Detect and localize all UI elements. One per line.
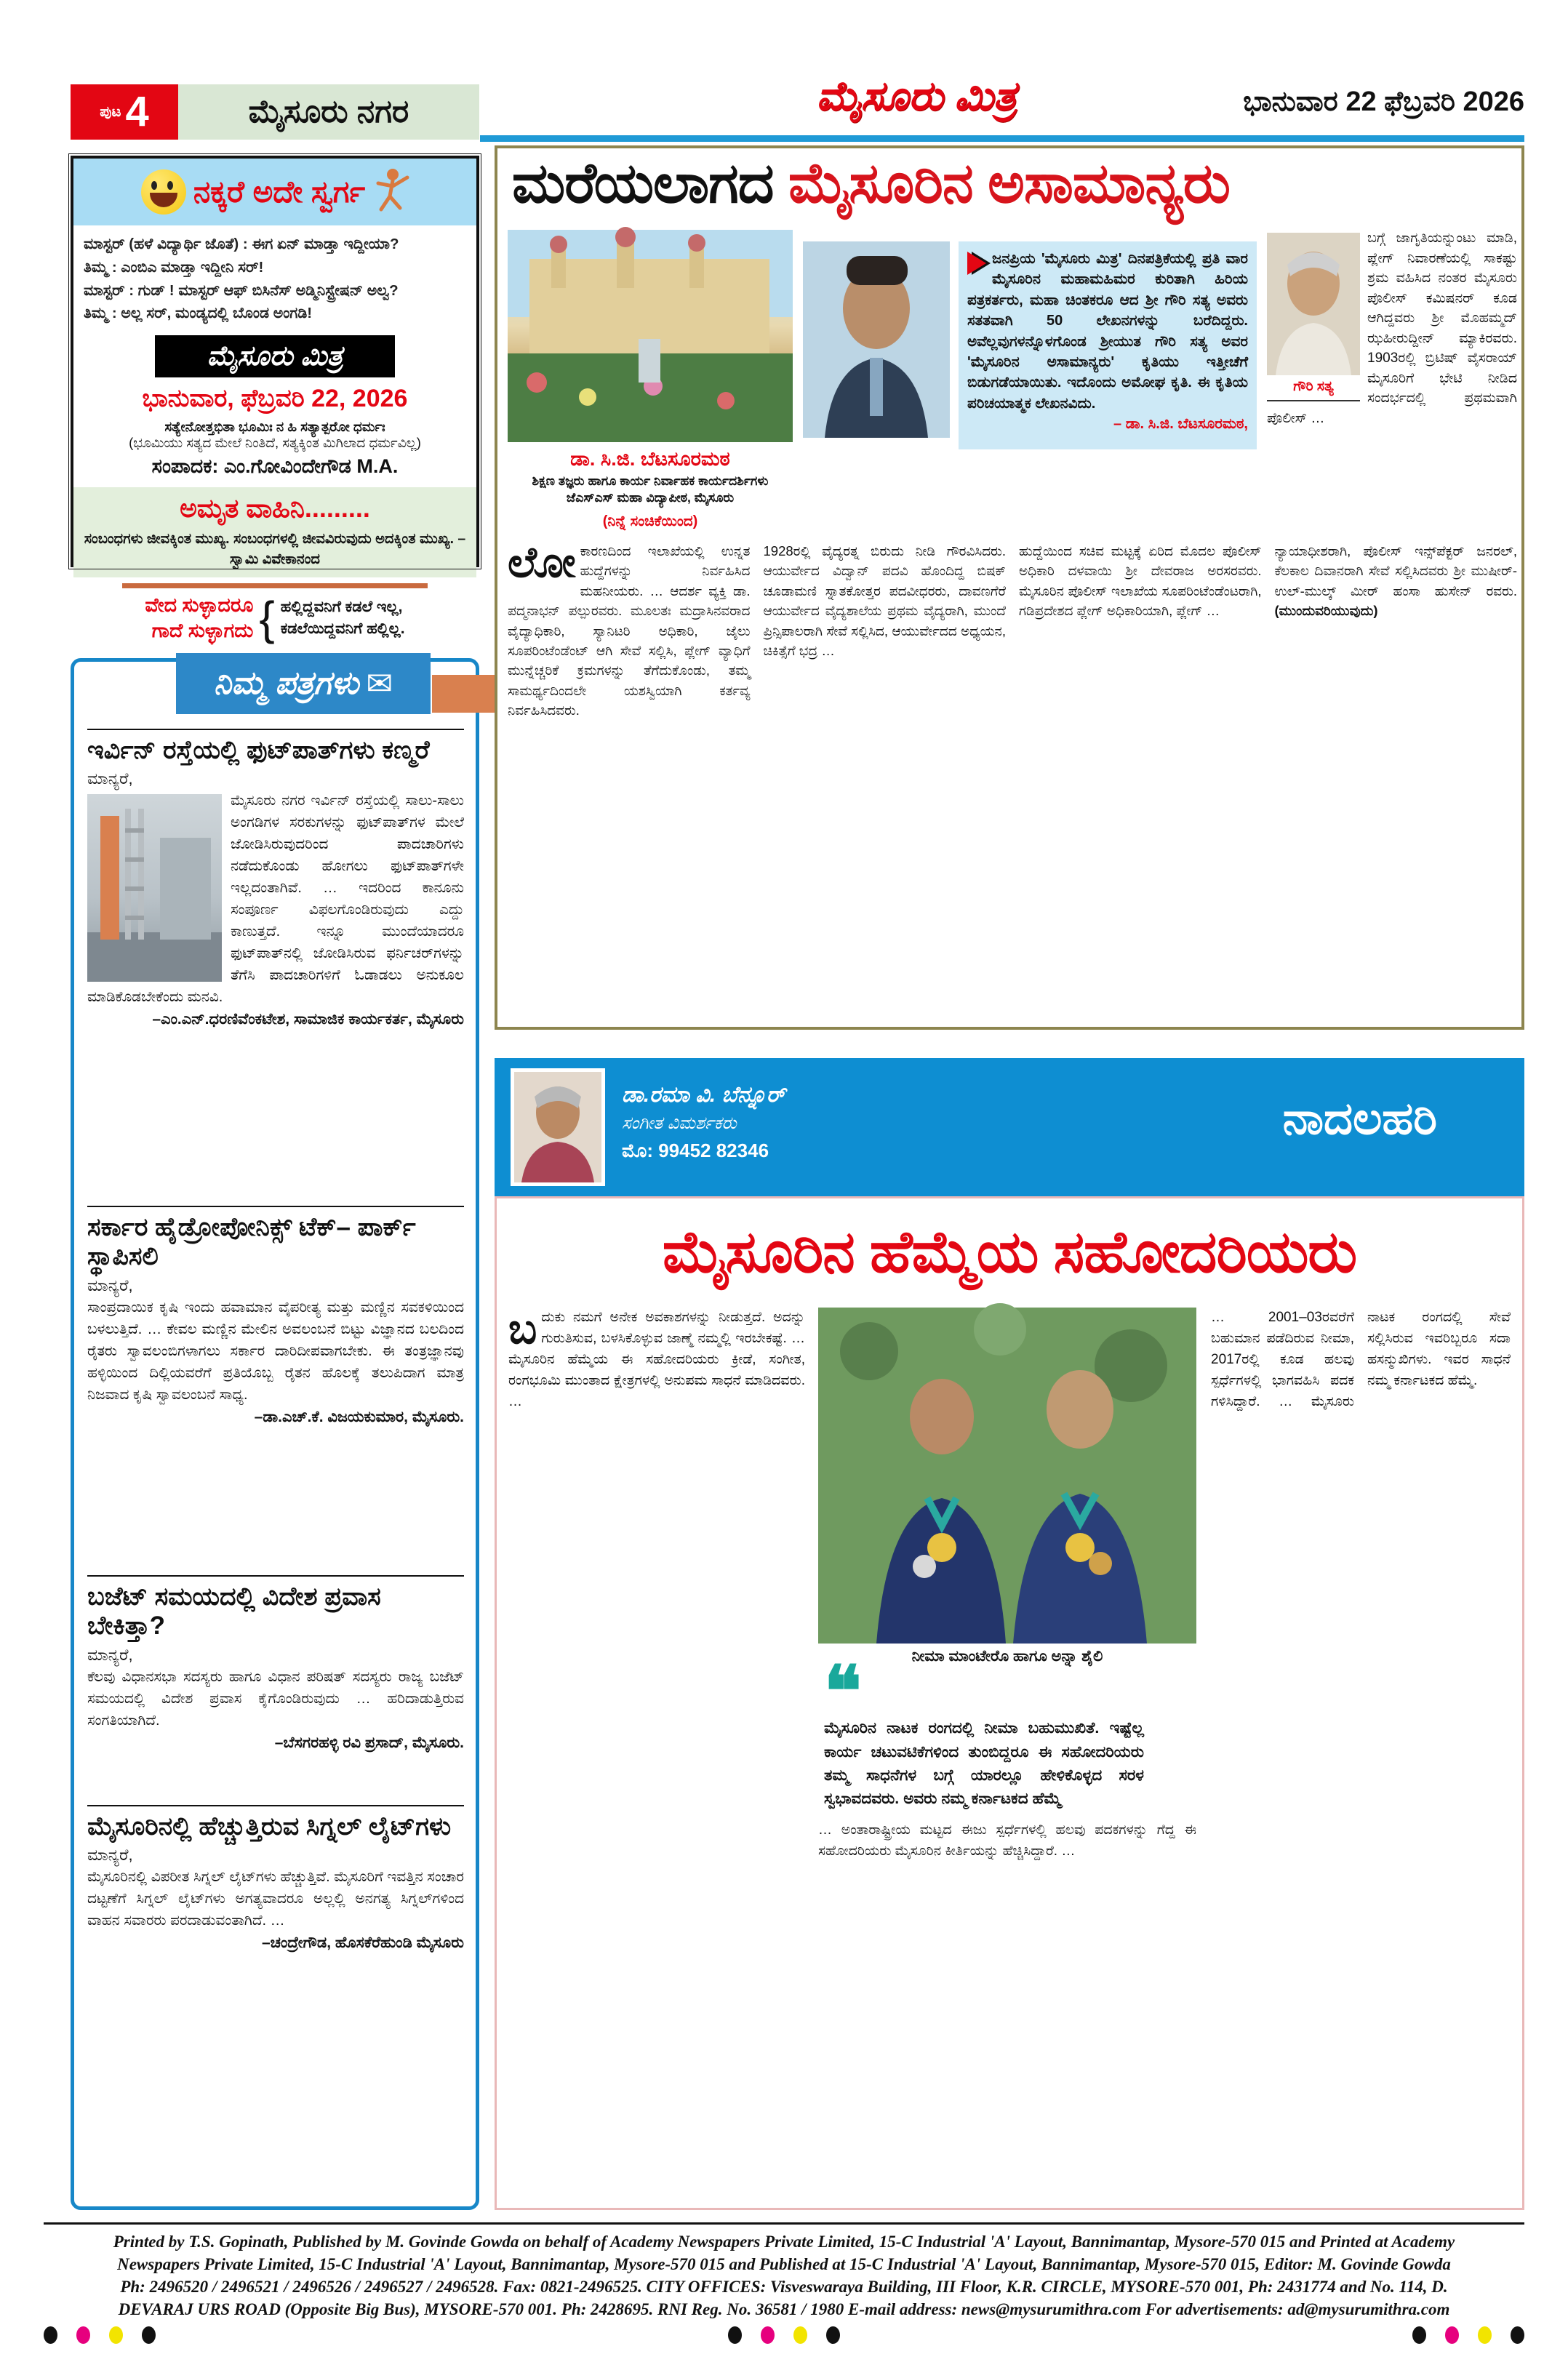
registration-dot: [44, 2326, 57, 2344]
nadalahari-article: [495, 1196, 1524, 2210]
body-column: [1275, 541, 1518, 1015]
main-headline: [512, 154, 1513, 213]
author-caption-name: ಡಾ. ಸಿ.ಜಿ. ಬೆಟಸೂರಮಠ: [570, 448, 730, 470]
proverb-line: ಕಡಲೆಯಿದ್ದವನಿಗೆ ಹಲ್ಲಿಲ್ಲ.: [280, 620, 405, 637]
pull-quote-text: ಮೈಸೂರಿನ ನಾಟಕ ರಂಗದಲ್ಲಿ ನೀಮಾ ಬಹುಮುಖಿತೆ. ಇಷ್ಟೆಲ್ಲ ಕಾರ್ಯ ಚಟುವಟಿಕೆಗಳಿಂದ ತುಂಬಿದ್ದರೂ ಈ ಸಹೋದರಿಯರು ತಮ್ಮ ಸಾಧನೆಗಳ ಬಗ್ಗೆ ಯಾರಲ್ಲೂ ಹೇಳಿಕೊಳ್ಳದ ಸರಳ ಸ್ವಭಾವದವರು. ಅವರು ನಮ್ಮ ಕರ್ನಾಟಕದ ಹೆಮ್ಮೆ: [824, 1719, 1144, 1808]
nadalahari-left-column: [508, 1305, 805, 2195]
middle-continuation-text: … ಅಂತಾರಾಷ್ಟ್ರೀಯ ಮಟ್ಟದ ಈಜು ಸ್ಪರ್ಧೆಗಳಲ್ಲಿ ಹಲವು ಪದಕಗಳನ್ನು ಗೆದ್ದ ಈ ಸಹೋದರಿಯರು ಮೈಸೂರಿನ ಕೀರ್ತಿಯನ್ನು ಹೆಚ್ಚಿಸಿದ್ದಾರೆ. …: [818, 1822, 1196, 1859]
sanskrit-shloka: ಸತ್ಯೇನೋತ್ತಭಿತಾ ಭೂಮಿಃ ನ ಹಿ ಸತ್ಯಾತ್ಪರೋ ಧರ್ಮಃ: [164, 419, 385, 435]
proverb-block: [73, 593, 476, 644]
letter-salutation: ಮಾನ್ಯರೆ,: [87, 1846, 133, 1865]
imprint-line: Ph: 2496520 / 2496521 / 2496526 / 2496527 / 2496528. Fax: 0821-2496525. CITY OFFICES: Visveswaraya Building, III Floor, K.R. CIRCLE, MYSORE-570 001, Ph: 2431774 and No. 114, D.: [120, 2278, 1448, 2297]
nadalahari-middle-block: [818, 1308, 1196, 1862]
gauri-satya-caption: ಗೌರಿ ಸತ್ಯ: [1267, 377, 1360, 401]
right-column-text: ಬಗ್ಗೆ ಜಾಗೃತಿಯನ್ನುಂಟು ಮಾಡಿ, ಪ್ಲೇಗ್ ನಿವಾರಣೆಯಲ್ಲಿ ಸಾಕಷ್ಟು ಶ್ರಮ ವಹಿಸಿದ ನಂತರ ಮೈಸೂರು ಪೊಲೀಸ್ ಕಮಿಷನರ್ ಕೂಡ ಆಗಿದ್ದವರು ಶ್ರೀ ಮೊಹಮ್ಮದ್ ಝಹೀರುದ್ದೀನ್ ಮ್ಯಾಕಿರವರು. 1903ರಲ್ಲಿ ಬ್ರಿಟಿಷ್ ವೈಸರಾಯ್ ಮೈಸೂರಿಗೆ ಭೇಟಿ ನೀಡಿದ ಸಂದರ್ಭದಲ್ಲಿ ಪ್ರಥಮವಾಗಿ ಪೊಲೀಸ್ …: [1267, 231, 1517, 426]
imprint-footer: [44, 2222, 1524, 2321]
city-edition-label: ಮೈಸೂರು ನಗರ: [178, 84, 479, 140]
masthead: ಮೈಸೂರು ಮಿತ್ರ: [816, 72, 1017, 119]
registration-dot-group: [44, 2324, 156, 2346]
registration-dot: [793, 2326, 807, 2344]
left-column-text: ದುಕು ನಮಗೆ ಅನೇಕ ಅವಕಾಶಗಳನ್ನು ನೀಡುತ್ತದೆ. ಅದನ್ನು ಗುರುತಿಸುವ, ಬಳಸಿಕೊಳ್ಳುವ ಜಾಣ್ಮೆ ನಮ್ಮಲ್ಲಿ ಇರಬೇಕಷ್ಟೆ. … ಮೈಸೂರಿನ ಹೆಮ್ಮೆಯ ಈ ಸಹೋದರಿಯರು ಕ್ರೀಡೆ, ಸಂಗೀತ, ರಂಗಭೂಮಿ ಮುಂತಾದ ಕ್ಷೇತ್ರಗಳಲ್ಲಿ ಅನುಪಮ ಸಾಧನೆ ಮಾಡಿದವರು. …: [508, 1310, 805, 1409]
registration-dot-group: [1412, 2324, 1524, 2346]
main-article: [495, 145, 1524, 1030]
drop-cap: ಲೋ: [508, 539, 576, 586]
joke-line: ತಿಮ್ಮ : ಎಂಬಿಎ ಮಾಡ್ತಾ ಇದ್ದೀನಿ ಸರ್!: [84, 258, 264, 276]
editor-line: ಸಂಪಾದಕ: ಎಂ.ಗೋವಿಂದೇಗೌಡ M.A.: [151, 455, 399, 478]
orange-divider: [122, 583, 428, 588]
letters-header-label: ನಿಮ್ಮ ಪತ್ರಗಳು: [213, 665, 359, 701]
letter-body-text: ಮೈಸೂರು ನಗರ ಇರ್ವಿನ್ ರಸ್ತೆಯಲ್ಲಿ ಸಾಲು-ಸಾಲು ಅಂಗಡಿಗಳ ಸರಕುಗಳನ್ನು ಫುಟ್‌ಪಾತ್‌ಗಳ ಮೇಲೆ ಜೋಡಿಸಿರುವುದರಿಂದ ಪಾದಚಾರಿಗಳು ನಡೆದುಕೊಂಡು ಹೋಗಲು ಫುಟ್‌ಪಾತ್‌ಗಳೇ ಇಲ್ಲದಂತಾಗಿವೆ. … ಇದರಿಂದ ಕಾನೂನು ಸಂಪೂರ್ಣ ವಿಫಲಗೊಂಡಿರುವುದು ಎದ್ದು ಕಾಣುತ್ತದೆ. ಇನ್ನೂ ಮುಂದೆಯಾದರೂ ಫುಟ್‌ಪಾತ್‌ನಲ್ಲಿ ಜೋಡಿಸಿರುವ ಫರ್ನಿಚರ್‌ಗಳನ್ನು ತೆಗೆಸಿ ಪಾದಚಾರಿಗಳಿಗೆ ಓಡಾಡಲು ಅನುಕೂಲ ಮಾಡಿಕೊಡಬೇಕೆಂದು ಮನವಿ.: [87, 793, 464, 1006]
joke-line: ಮಾಸ್ಟರ್ (ಹಳೆ ವಿದ್ಯಾರ್ಥಿ ಜೊತೆ) : ಈಗ ಏನ್ ಮಾಡ್ತಾ ಇದ್ದೀಯಾ?: [84, 236, 399, 252]
letter-salutation: ಮಾನ್ಯರೆ,: [87, 769, 133, 788]
registration-dot: [761, 2326, 775, 2344]
columnist-photo-frame: [511, 1068, 605, 1186]
letter-body: ಕೆಲವು ವಿಧಾನಸಭಾ ಸದಸ್ಯರು ಹಾಗೂ ವಿಧಾನ ಪರಿಷತ್ ಸದಸ್ಯರು ರಾಜ್ಯ ಬಜೆಟ್ ಸಮಯದಲ್ಲಿ ವಿದೇಶ ಪ್ರವಾಸ ಕೈಗೊಂಡಿರುವುದು … ಹರಿದಾಡುತ್ತಿರುವ ಸಂಗತಿಯಾಗಿದೆ.: [87, 1668, 464, 1729]
nadalahari-header-band: [495, 1058, 1524, 1196]
registration-dot-group: [728, 2324, 840, 2346]
letter-salutation: ಮಾನ್ಯರೆ,: [87, 1276, 133, 1294]
letter-title: ಇರ್ವಿನ್ ರಸ್ತೆಯಲ್ಲಿ ಫುಟ್‌ಪಾತ್‌ಗಳು ಕಣ್ಮರೆ: [87, 729, 464, 765]
author-portrait-photo: [803, 241, 950, 438]
nadalahari-label: ನಾದಲಹರಿ: [1282, 1094, 1437, 1144]
letter-body: ಸಾಂಪ್ರದಾಯಿಕ ಕೃಷಿ ಇಂದು ಹವಾಮಾನ ವೈಪರೀತ್ಯ ಮತ್ತು ಮಣ್ಣಿನ ಸವಕಳಿಯಿಂದ ಬಳಲುತ್ತಿದೆ. … ಕೇವಲ ಮಣ್ಣಿನ ಮೇಲಿನ ಅವಲಂಬನೆ ಬಿಟ್ಟು ವಿಜ್ಞಾನದ ಬಲದಿಂದ ರೈತರು ಸ್ವಾವಲಂಬಿಗಳಾಗಲು ಸರ್ಕಾರ ದಾರಿದೀಪವಾಗಬೇಕು. ಈ ತಂತ್ರಜ್ಞಾನವು ಹಳ್ಳಿಯಿಂದ ದಿಲ್ಲಿಯವರೆಗೆ ಪ್ರತಿಯೊಬ್ಬ ರೈತನ ಹೊಲಕ್ಕೆ ತಲುಪಿದಾಗ ಮಾತ್ರ ನಿಜವಾದ ಕೃಷಿ ಸ್ವಾವಲಂಬನೆ ಸಾಧ್ಯ.: [87, 1299, 464, 1403]
humor-title: ನಕ್ಕರೆ ಅದೇ ಸ್ವರ್ಗ: [193, 174, 366, 209]
letter-salutation: ಮಾನ್ಯರೆ,: [87, 1645, 133, 1664]
print-registration-marks: [44, 2324, 1524, 2346]
article-intro-box: [959, 241, 1257, 449]
proverb-line: ಹಲ್ಲಿದ್ದವನಿಗೆ ಕಡಲೆ ಇಲ್ಲ,: [280, 598, 403, 616]
drop-cap: ಬ: [508, 1305, 537, 1353]
headline-red-part: ಮೈಸೂರಿನ ಅಸಾಮಾನ್ಯರು: [788, 152, 1231, 215]
letter-item: [87, 1805, 464, 2198]
gauri-satya-photo: [1267, 233, 1360, 375]
registration-dot: [1445, 2326, 1459, 2344]
registration-dot: [728, 2326, 742, 2344]
laughing-smiley-icon: [141, 169, 186, 215]
edition-date: ಭಾನುವಾರ 22 ಫೆಬ್ರವರಿ 2026: [1243, 86, 1524, 117]
humor-title-strip: [73, 159, 476, 225]
registration-dot: [1412, 2326, 1426, 2344]
proverb-label: ಗಾದೆ ಸುಳ್ಳಾಗದು: [151, 619, 254, 641]
letter-signature: –ಚಂದ್ರೇಗೌಡ, ಹೊಸಕೆರೆಹುಂಡಿ ಮೈಸೂರು: [261, 1934, 464, 1952]
mysore-palace-photo: [508, 230, 793, 442]
registration-dot: [1511, 2326, 1524, 2344]
author-caption-role: ಶಿಕ್ಷಣ ತಜ್ಞರು ಹಾಗೂ ಕಾರ್ಯ ನಿರ್ವಾಹಕ ಕಾರ್ಯದರ್ಶಿಗಳು ಜೆಎಸ್‌ಎಸ್ ಮಹಾ ವಿದ್ಯಾಪೀಠ, ಮೈಸೂರು: [532, 473, 769, 505]
columnist-phone: ಮೊ: 99452 82346: [622, 1140, 769, 1161]
letter-item: [87, 729, 464, 1200]
continuation-mark: (ಮುಂದುವರಿಯುವುದು): [1274, 603, 1378, 619]
arrow-icon: [967, 252, 986, 275]
letter-body: ಮೈಸೂರಿನಲ್ಲಿ ವಿಪರೀತ ಸಿಗ್ನಲ್ ಲೈಟ್‌ಗಳು ಹೆಚ್ಚುತ್ತಿವೆ. ಮೈಸೂರಿಗೆ ಇವತ್ತಿನ ಸಂಚಾರ ದಟ್ಟಣೆಗೆ ಸಿಗ್ನಲ್ ಲೈಟ್‌ಗಳು ಅಗತ್ಯವಾದರೂ ಅಲ್ಲಲ್ಲಿ ಅನಗತ್ಯ ಸಿಗ್ನಲ್‌ಗಳಿಂದ ವಾಹನ ಸವಾರರು ಪರದಾಡುವಂತಾಗಿದೆ. …: [87, 1869, 464, 1929]
intro-text: ಜನಪ್ರಿಯ 'ಮೈಸೂರು ಮಿತ್ರ' ದಿನಪತ್ರಿಕೆಯಲ್ಲಿ ಪ್ರತಿ ವಾರ ಮೈಸೂರಿನ ಮಹಾಮಹಿಮರ ಕುರಿತಾಗಿ ಹಿರಿಯ ಪತ್ರಕರ್ತರು, ಮಹಾ ಚಿಂತಕರೂ ಆದ ಶ್ರೀ ಗೌರಿ ಸತ್ಯ ಅವರು ಸತತವಾಗಿ 50 ಲೇಖನಗಳನ್ನು ಬರೆದಿದ್ದರು. ಅವೆಲ್ಲವುಗಳನ್ನೊಳಗೊಂಡ ಶ್ರೀಯುತ ಗೌರಿ ಸತ್ಯ ಅವರ 'ಮೈಸೂರಿನ ಅಸಾಮಾನ್ಯರು' ಕೃತಿಯು ಇತ್ತೀಚೆಗೆ ಬಿಡುಗಡೆಯಾಯಿತು. ಇದೊಂದು ಅಮೋಘ ಕೃತಿ. ಈ ಕೃತಿಯ ಪರಿಚಯಾತ್ಮಕ ಲೇಖನವಿದು.: [967, 251, 1248, 412]
sisters-medal-photo: [818, 1308, 1196, 1644]
proverb-text: [281, 596, 405, 639]
paper-name-banner: ಮೈಸೂರು ಮಿತ್ರ: [155, 335, 395, 377]
page-number: 4: [125, 88, 149, 135]
registration-dot: [109, 2326, 123, 2344]
proverb-label: ವೇದ ಸುಳ್ಳಾದರೂ: [145, 593, 254, 616]
humor-info-box: [71, 156, 479, 644]
article-right-column: [1267, 228, 1517, 519]
street-footpath-photo: [87, 794, 222, 982]
registration-dot: [142, 2326, 156, 2344]
body-column: 1928ರಲ್ಲಿ ವೈದ್ಯರತ್ನ ಬಿರುದು ನೀಡಿ ಗೌರವಿಸಿದರು. ಆಯುರ್ವೇದ ವಿದ್ವಾನ್ ಪದವಿ ಹೊಂದಿದ್ದ ಬಿಷಕ್ ಚೂಡಾಮಣಿ ಸ್ನಾತಕೋತ್ತರ ಪದವೀಧರರು, ದಾವಣಗೆರೆ ಆಯುರ್ವೇದ ವೈದ್ಯಶಾಲೆಯ ಪ್ರಥಮ ವೈದ್ಯರಾಗಿ, ಮುಂದೆ ಪ್ರಿನ್ಸಿಪಾಲರಾಗಿ ಸೇವೆ ಸಲ್ಲಿಸಿದ, ಆಯುರ್ವೇದದ ಅಧ್ಯಯನ, ಚಿಕಿತ್ಸೆಗೆ ಭದ್ರ …: [763, 543, 1006, 658]
amrutha-vahini-box: [73, 487, 476, 577]
columnist-role: ಸಂಗೀತ ವಿಮರ್ಶಕರು: [622, 1113, 737, 1133]
article-body-columns: [508, 541, 1517, 1015]
sisters-photo-caption: ನೀಮಾ ಮಾಂಟೇರೊ ಹಾಗೂ ಅನ್ನಾ ಶೈಲಿ: [911, 1648, 1103, 1665]
registration-dot: [76, 2326, 90, 2344]
joke-line: ತಿಮ್ಮ : ಅಲ್ಲ ಸರ್, ಮಂಡ್ಯದಲ್ಲಿ ಬೊಂಡ ಅಂಗಡಿ!: [84, 305, 313, 322]
body-column: [508, 541, 751, 1015]
header-rule: [480, 135, 1524, 142]
intro-signature: – ಡಾ. ಸಿ.ಜಿ. ಬೆಟಸೂರಮಠ,: [1113, 416, 1248, 433]
proverb-labels: [145, 593, 253, 644]
amrutha-title: ಅಮೃತ ವಾಹಿನಿ.........: [180, 493, 370, 524]
brace-glyph: {: [259, 591, 275, 644]
letters-section: [71, 658, 479, 2210]
letter-item: [87, 1575, 464, 1799]
body-column-text: ನ್ಯಾಯಾಧೀಶರಾಗಿ, ಪೊಲೀಸ್ ಇನ್ಸ್‌ಪೆಕ್ಟರ್ ಜನರಲ್, ಕೆಲಕಾಲ ದಿವಾನರಾಗಿ ಸೇವೆ ಸಲ್ಲಿಸಿದವರು ಶ್ರೀ ಮುಷೀರ್-ಉಲ್-ಮುಲ್ಕ್ ಮೀರ್ ಹಂಸಾ ಹುಸೇನ್ ರವರು.: [1274, 543, 1517, 598]
quote-marks-icon: ❝: [824, 1653, 862, 1731]
page-word: ಪುಟ: [100, 103, 121, 120]
gauri-satya-photo-block: [1267, 233, 1360, 401]
imprint-line: Newspapers Private Limited, 15-C Industrial 'A' Layout, Bannimantap, Mysore-570 015 and Published at 15-C Industrial 'A' Layout, Bannimantap, Mysore-570 015, Editor: M. Govinde Gowda: [117, 2255, 1451, 2274]
joke-text: [73, 225, 476, 325]
letter-title: ಮೈಸೂರಿನಲ್ಲಿ ಹೆಚ್ಚುತ್ತಿರುವ ಸಿಗ್ನಲ್ ಲೈಟ್‌ಗಳು: [87, 1805, 464, 1841]
columnist-photo: [514, 1072, 601, 1182]
registration-dot: [1478, 2326, 1492, 2344]
headline-black-part: ಮರೆಯಲಾಗದ: [512, 152, 774, 215]
joke-line: ಮಾಸ್ಟರ್ : ಗುಡ್ ! ಮಾಸ್ಟರ್ ಆಫ್ ಬಿಸಿನೆಸ್ ಅಡ್ಮಿನಿಸ್ಟ್ರೇಷನ್ ಅಲ್ವ?: [84, 281, 399, 299]
letters-header-tab: [176, 653, 431, 714]
body-column: ಹುದ್ದೆಯಿಂದ ಸಚಿವ ಮಟ್ಟಕ್ಕೆ ಏರಿದ ಮೊದಲ ಪೊಲೀಸ್ ಅಧಿಕಾರಿ ದಳವಾಯಿ ಶ್ರೀ ದೇವರಾಜ ಅರಸರವರು. ಮೈಸೂರಿನ ಪೊಲೀಸ್ ಇಲಾಖೆಯ ಸೂಪರಿಂಟೆಂಡೆಂಟರಾಗಿ, ಗಡಿಪ್ರದೇಶದ ಪ್ಲೇಗ್ ಅಧಿಕಾರಿಯಾಗಿ, ಪ್ಲೇಗ್ …: [1019, 543, 1262, 619]
columnist-credit: [622, 1083, 785, 1163]
dancing-figure-icon: [372, 167, 409, 217]
letter-signature: –ಎಂ.ಎನ್.ಧರಣಿವೆಂಕಟೇಶ, ಸಾಮಾಜಿಕ ಕಾರ್ಯಕರ್ತ, ಮೈಸೂರು: [152, 1011, 464, 1028]
registration-dot: [826, 2326, 840, 2344]
letter-body: [87, 790, 464, 1008]
letter-title: ಸರ್ಕಾರ ಹೈಡ್ರೋಪೋನಿಕ್ಸ್ ಟೆಕ್– ಪಾರ್ಕ್ ಸ್ಥಾಪಿಸಲಿ: [87, 1206, 464, 1272]
letter-item: [87, 1206, 464, 1569]
letter-signature: –ಡಾ.ಎಚ್.ಕೆ. ವಿಜಯಕುಮಾರ, ಮೈಸೂರು.: [254, 1408, 464, 1425]
author-caption-note: (ನಿನ್ನೆ ಸಂಚಿಕೆಯಿಂದ): [602, 513, 698, 529]
letter-title: ಬಜೆಟ್ ಸಮಯದಲ್ಲಿ ವಿದೇಶ ಪ್ರವಾಸ ಬೇಕಿತ್ತಾ?: [87, 1575, 464, 1641]
shloka-meaning: (ಭೂಮಿಯು ಸತ್ಯದ ಮೇಲೆ ನಿಂತಿದೆ, ಸತ್ಯಕ್ಕಿಂತ ಮಿಗಿಲಾದ ಧರ್ಮವಿಲ್ಲ): [129, 435, 421, 451]
paper-date-line: ಭಾನುವಾರ, ಫೆಬ್ರವರಿ 22, 2026: [142, 385, 408, 413]
imprint-line: DEVARAJ URS ROAD (Opposite Big Bus), MYSORE-570 001. Ph: 2428695. RNI Reg. No. 36581 / 1980 E-mail address: news@mysurumithra.com For advertisements: ad@mysurumithra.com: [118, 2300, 1450, 2319]
page-number-box: [71, 84, 178, 140]
letter-signature: –ಬೆಸಗರಹಳ್ಳಿ ರವಿ ಪ್ರಸಾದ್, ಮೈಸೂರು.: [274, 1734, 464, 1751]
envelope-icon: ✉: [366, 665, 393, 702]
nadalahari-headline: ಮೈಸೂರಿನ ಹೆಮ್ಮೆಯ ಸಹೋದರಿಯರು: [662, 1220, 1357, 1284]
body-column-text: ಕಾರಣದಿಂದ ಇಲಾಖೆಯಲ್ಲಿ ಉನ್ನತ ಹುದ್ದೆಗಳನ್ನು ನಿರ್ವಹಿಸಿದ ಮಹನೀಯರು. … ಆದರ್ಶ ವ್ಯಕ್ತಿ ಡಾ. ಪದ್ಮನಾಭನ್ ಪಲ್ಪುರವರು. ಮೂಲತಃ ಮದ್ರಾಸಿನವರಾದ ವೈದ್ಯಾಧಿಕಾರಿ, ಸ್ಯಾನಿಟರಿ ಅಧಿಕಾರಿ, ಜೈಲು ಸೂಪರಿಂಟೆಂಡೆಂಟ್ ಆಗಿ ಸೇವೆ ಸಲ್ಲಿಸಿ, ಪ್ಲೇಗ್ ವ್ಯಾಧಿಗೆ ಮುನ್ನೆಚ್ಚರಿಕೆ ಕ್ರಮಗಳನ್ನು ತೆಗೆದುಕೊಂಡು, ತಮ್ಮ ಸಾಮರ್ಥ್ಯದಿಂದಲೇ ಯಶಸ್ವಿಯಾಗಿ ಕರ್ತವ್ಯ ನಿರ್ವಹಿಸಿದವರು.: [508, 543, 751, 718]
imprint-line: Printed by T.S. Gopinath, Published by M. Govinde Gowda on behalf of Academy Newspapers Private Limited, 15-C Industrial 'A' Layout, Bannimantap, Mysore-570 015 and Printed at Academy: [113, 2233, 1455, 2251]
columnist-name: ಡಾ.ರಮಾ ವಿ. ಬೆನ್ನೂರ್: [622, 1083, 785, 1107]
nadalahari-right-columns: … 2001–03ರವರೆಗೆ ಬಹುಮಾನ ಪಡೆದಿರುವ ನೀಮಾ, 2017ರಲ್ಲಿ ಕೂಡ ಹಲವು ಸ್ಪರ್ಧೆಗಳಲ್ಲಿ ಭಾಗವಹಿಸಿ ಪದಕ ಗಳಿಸಿದ್ದಾರೆ. … ಮೈಸೂರು ನಾಟಕ ರಂಗದಲ್ಲಿ ಸೇವೆ ಸಲ್ಲಿಸಿರುವ ಇವರಿಬ್ಬರೂ ಸದಾ ಹಸನ್ಮುಖಿಗಳು. ಇವರ ಸಾಧನೆ ನಮ್ಮ ಕರ್ನಾಟಕದ ಹೆಮ್ಮೆ.: [1211, 1310, 1511, 1409]
amrutha-quote: ಸಂಬಂಧಗಳು ಜೀವಕ್ಕಿಂತ ಮುಖ್ಯ. ಸಂಬಂಧಗಳಲ್ಲಿ ಜೀವವಿರುವುದು ಅದಕ್ಕಿಂತ ಮುಖ್ಯ. – ಸ್ವಾಮಿ ವಿವೇಕಾನಂದ: [84, 531, 466, 568]
